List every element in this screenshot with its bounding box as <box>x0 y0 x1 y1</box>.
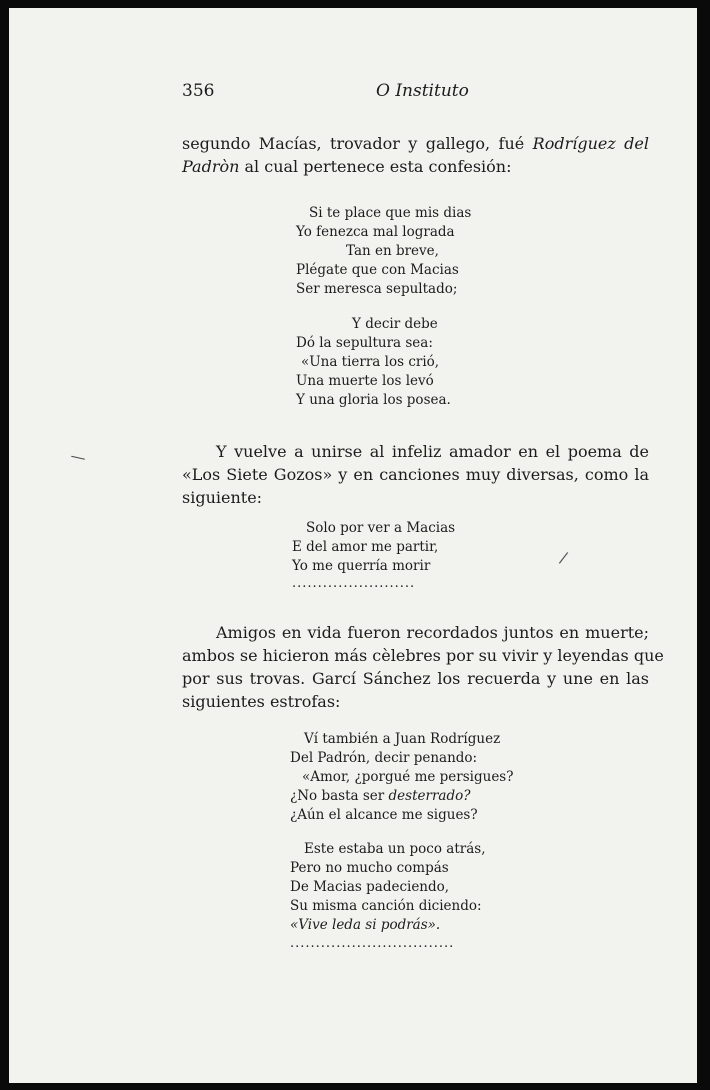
para3-line-4: siguientes estrofas: <box>182 692 341 711</box>
para2-line-1: Y vuelve a unirse al infeliz amador en el poema de <box>216 442 649 461</box>
verse-line: Yo me querría morir <box>292 558 431 574</box>
verse-line: E del amor me partir, <box>292 539 439 555</box>
scan-mark: \ <box>68 450 88 465</box>
verse-line: Su misma canción diciendo: <box>290 898 482 914</box>
verse-line: Ví también a Juan Rodríguez <box>304 731 501 747</box>
verse-line: De Macias padeciendo, <box>290 879 450 895</box>
para2-line-3: siguiente: <box>182 488 263 507</box>
page-number: 356 <box>182 81 215 101</box>
verse-line: Y una gloria los posea. <box>296 392 451 408</box>
para3-line-2: ambos se hicieron más cèlebres por su vivir y leyendas que <box>182 646 664 665</box>
para3-line-1: Amigos en vida fueron recordados juntos en muerte; <box>216 623 649 642</box>
verse-line: Yo fenezca mal lograda <box>296 224 455 240</box>
para3-line-3: por sus trovas. Garcí Sánchez los recuerda y une en las <box>182 669 649 688</box>
verse-line: Dó la sepultura sea: <box>296 335 433 351</box>
verse-line: Pero no mucho compás <box>290 860 449 876</box>
verse-line: Si te place que mis dias <box>309 205 472 221</box>
intro-line-1: segundo Macías, trovador y gallego, fué Rodríguez del <box>182 134 650 153</box>
verse-line: Este estaba un poco atrás, <box>304 841 486 857</box>
verse-line: Plégate que con Macias <box>296 262 459 278</box>
verse-line: Una muerte los levó <box>296 373 434 389</box>
verse-line: Solo por ver a Macias <box>306 520 456 536</box>
running-title: O Instituto <box>376 81 469 101</box>
ellipsis-dots: ........................ <box>292 576 416 591</box>
para2-line-2: «Los Siete Gozos» y en canciones muy diversas, como la <box>182 465 649 484</box>
verse-line: «Vive leda si podrás». <box>290 917 441 933</box>
verse-line: Y decir debe <box>352 316 438 332</box>
verse-line: «Amor, ¿porgué me persigues? <box>302 769 514 785</box>
scan-mark: / <box>557 547 570 568</box>
intro-line-2: Padròn al cual pertenece esta confesión: <box>182 157 512 176</box>
verse-line: ¿No basta ser desterrado? <box>290 788 471 804</box>
ellipsis-dots: ................................ <box>290 936 455 951</box>
verse-line: «Una tierra los crió, <box>301 354 440 370</box>
verse-line: Del Padrón, decir penando: <box>290 750 478 766</box>
verse-line: Ser meresca sepultado; <box>296 281 458 297</box>
verse-line: ¿Aún el alcance me sigues? <box>290 807 478 823</box>
book-page <box>9 8 697 1083</box>
verse-line: Tan en breve, <box>346 243 439 259</box>
